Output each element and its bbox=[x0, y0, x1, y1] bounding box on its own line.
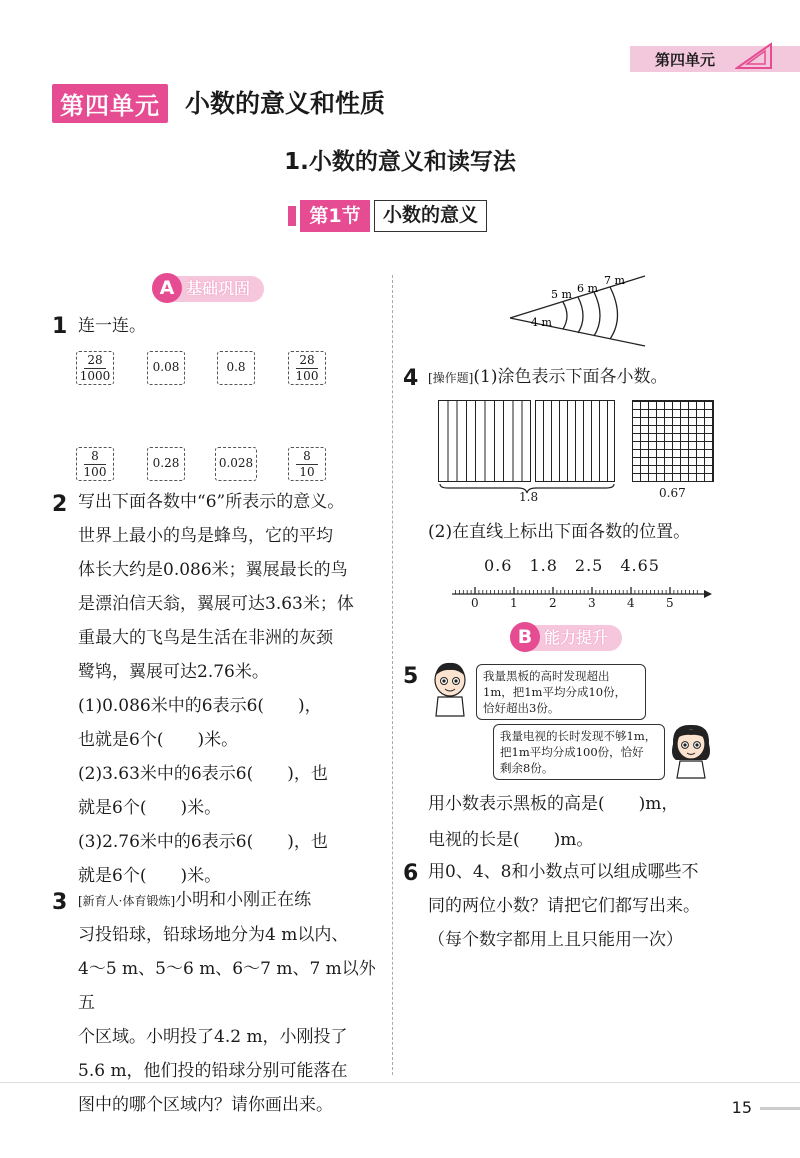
level-b-label: 能力提升 bbox=[544, 628, 609, 647]
number-line-labels bbox=[448, 596, 716, 612]
text-line: 小明和小刚正在练 bbox=[175, 890, 312, 910]
question-5-number: 5 bbox=[403, 664, 419, 689]
fan-label: 6 m bbox=[577, 282, 598, 295]
unit-title: 小数的意义和性质 bbox=[185, 89, 386, 118]
question-4-part1 bbox=[428, 360, 667, 395]
level-a-badge bbox=[152, 276, 264, 302]
answer-line[interactable]: (3)2.76米中的6表示6( )，也 bbox=[78, 832, 328, 852]
text-line: 习投铅球，铅球场地分为4 m以内、 bbox=[78, 925, 349, 945]
tick-label: 3 bbox=[588, 596, 596, 610]
bubble-line: 我量电视的长时发现不够1m， bbox=[500, 729, 657, 743]
question-tag: [新育人·体育锻炼] bbox=[78, 894, 176, 908]
level-b-letter: B bbox=[510, 622, 540, 652]
text-line: 5.6 m，他们投的铅球分别可能落在 bbox=[78, 1061, 348, 1081]
match-card[interactable] bbox=[76, 351, 114, 385]
tick-label: 2 bbox=[549, 596, 557, 610]
shading-label-1: 1.8 bbox=[519, 490, 539, 504]
fraction-numerator: 8 bbox=[303, 448, 311, 463]
question-4-number: 4 bbox=[403, 366, 419, 391]
match-card[interactable] bbox=[76, 447, 114, 481]
bubble-line: 剩余8份。 bbox=[500, 761, 554, 775]
text-line: 4～5 m、5～6 m、6～7 m、7 m以外五 bbox=[78, 959, 376, 1013]
fraction-denominator: 100 bbox=[83, 464, 107, 479]
shading-label-2: 0.67 bbox=[659, 486, 686, 500]
question-6-body bbox=[428, 855, 700, 957]
match-card[interactable] bbox=[288, 447, 326, 481]
answer-line[interactable]: 就是6个( )米。 bbox=[78, 866, 222, 886]
answer-line[interactable]: (1)0.086米中的6表示6( )， bbox=[78, 696, 322, 716]
lesson-name: 小数的意义 bbox=[374, 200, 487, 232]
answer-line[interactable]: (2)3.63米中的6表示6( )，也 bbox=[78, 764, 328, 784]
question-4-part2: (2)在直线上标出下面各数的位置。 bbox=[428, 522, 691, 542]
text-line: 用0、4、8和小数点可以组成哪些不 bbox=[428, 862, 699, 882]
unit-badge: 第四单元 bbox=[52, 84, 168, 123]
question-1-number: 1 bbox=[52, 314, 68, 339]
match-card[interactable]: 0.08 bbox=[147, 351, 185, 385]
page-number: 15 bbox=[731, 1098, 752, 1117]
lesson-badge: 第1节 bbox=[300, 200, 370, 232]
shading-grid-hundred[interactable] bbox=[632, 400, 714, 482]
text-line: 同的两位小数？请把它们都写出来。 bbox=[428, 896, 700, 916]
speech-bubble-1 bbox=[476, 664, 646, 720]
text-line: (1)涂色表示下面各小数。 bbox=[473, 367, 668, 387]
text-line: （每个数字都用上且只能用一次） bbox=[428, 930, 683, 950]
fan-label: 7 m bbox=[604, 274, 625, 287]
fraction-denominator: 100 bbox=[295, 368, 319, 383]
question-1-text: 连一连。 bbox=[78, 316, 146, 336]
shading-strip-square-1[interactable] bbox=[438, 400, 531, 482]
level-b-badge bbox=[510, 625, 622, 651]
question-6-number: 6 bbox=[403, 861, 419, 886]
bubble-line: 1m，把1m平均分成10份， bbox=[483, 685, 627, 699]
question-2-number: 2 bbox=[52, 492, 68, 517]
text-line: 写出下面各数中“6”所表示的意义。 bbox=[78, 492, 345, 512]
text-line: 图中的哪个区域内？请你画出来。 bbox=[78, 1095, 333, 1115]
tick-label: 0 bbox=[471, 596, 479, 610]
tick-label: 1 bbox=[510, 596, 518, 610]
fan-label: 5 m bbox=[551, 288, 572, 301]
question-tag: [操作题] bbox=[428, 371, 474, 385]
section-title: 1.小数的意义和读写法 bbox=[284, 149, 516, 175]
girl-avatar bbox=[668, 722, 714, 780]
boy-avatar bbox=[428, 660, 472, 718]
values-to-mark: 0.6 1.8 2.5 4.65 bbox=[484, 556, 660, 575]
question-3-number: 3 bbox=[52, 890, 68, 915]
question-2-body bbox=[78, 485, 388, 893]
lesson-marker bbox=[288, 206, 296, 226]
answer-line[interactable]: 就是6个( )米。 bbox=[78, 798, 222, 818]
text-line: 鹭鸨，翼展可达2.76米。 bbox=[78, 662, 269, 682]
match-card[interactable]: 0.8 bbox=[217, 351, 255, 385]
fraction-numerator: 28 bbox=[87, 352, 103, 367]
text-line: 是漂泊信天翁，翼展可达3.63米；体 bbox=[78, 594, 354, 614]
footer-mark bbox=[760, 1107, 800, 1110]
question-3-body bbox=[78, 883, 388, 1122]
unit-header-label: 第四单元 bbox=[655, 51, 716, 69]
text-line: 个区域。小明投了4.2 m，小刚投了 bbox=[78, 1027, 348, 1047]
fraction-numerator: 28 bbox=[299, 352, 315, 367]
text-line: 体长大约是0.086米；翼展最长的鸟 bbox=[78, 560, 348, 580]
tick-label: 4 bbox=[627, 596, 635, 610]
bubble-line: 把1m平均分成100份，恰好 bbox=[500, 745, 644, 759]
match-card[interactable]: 0.28 bbox=[147, 447, 185, 481]
question-5-answer-2[interactable]: 电视的长是( )m。 bbox=[428, 830, 594, 850]
bubble-line: 恰好超出3份。 bbox=[483, 701, 560, 715]
tick-label: 5 bbox=[666, 596, 674, 610]
shot-put-field-diagram[interactable] bbox=[505, 270, 650, 350]
shading-strip-square-2[interactable] bbox=[535, 400, 615, 482]
fraction-denominator: 10 bbox=[299, 464, 315, 479]
match-card[interactable]: 0.028 bbox=[215, 447, 257, 481]
text-line: 世界上最小的鸟是蜂鸟，它的平均 bbox=[78, 526, 333, 546]
level-a-label: 基础巩固 bbox=[186, 279, 251, 298]
question-5-answer-1[interactable]: 用小数表示黑板的高是( )m， bbox=[428, 794, 679, 814]
speech-bubble-2 bbox=[493, 724, 665, 780]
bubble-line: 我量黑板的高时发现超出 bbox=[483, 669, 610, 683]
fraction-denominator: 1000 bbox=[79, 368, 111, 383]
fan-label: 4 m bbox=[531, 316, 552, 329]
fraction-numerator: 8 bbox=[91, 448, 99, 463]
text-line: 重最大的飞鸟是生活在非洲的灰颈 bbox=[78, 628, 333, 648]
ruler-icon bbox=[735, 42, 775, 70]
level-a-letter: A bbox=[152, 273, 182, 303]
column-divider bbox=[392, 275, 393, 1075]
match-card[interactable] bbox=[288, 351, 326, 385]
answer-line[interactable]: 也就是6个( )米。 bbox=[78, 730, 239, 750]
footer-divider bbox=[0, 1082, 800, 1083]
